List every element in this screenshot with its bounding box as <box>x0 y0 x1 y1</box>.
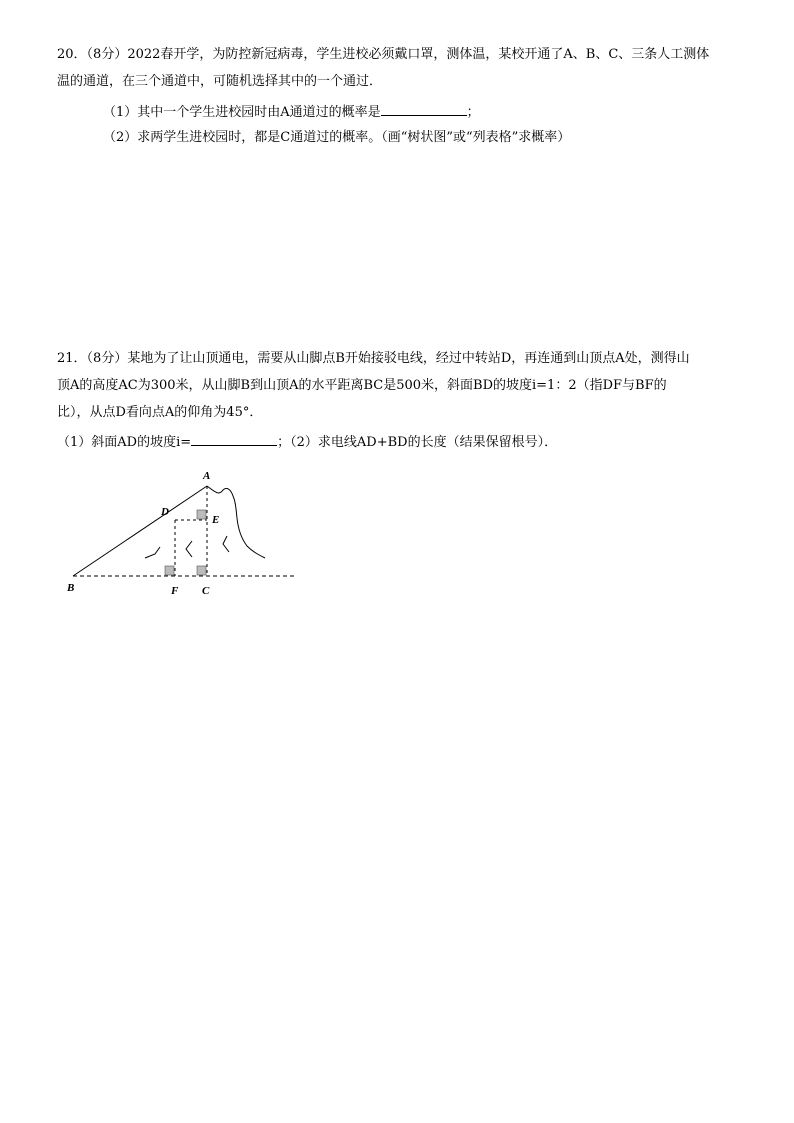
terrain-stroke <box>186 541 192 557</box>
answer-blank <box>381 102 467 116</box>
q20-line-2: 温的通道，在三个通道中，可随机选择其中的一个通过． <box>57 74 383 89</box>
right-angle-e <box>197 510 206 519</box>
q21-line-3: 比），从点D看向点A的仰角为45°． <box>57 405 263 420</box>
label-d: D <box>161 506 169 518</box>
slope-line <box>73 486 207 576</box>
q20-subquestion-1 <box>103 102 480 122</box>
q21-line-2: 顶A的高度AC为300米，从山脚B到山顶A的水平距离BC是500米，斜面BD的坡度i=1：2（指DF与BF的 <box>57 378 667 393</box>
right-angle-c <box>197 566 206 575</box>
label-b: B <box>67 582 75 594</box>
label-e: E <box>212 514 220 526</box>
terrain-stroke <box>145 547 160 558</box>
q20-line-1: 20．（8分）2022春开学，为防控新冠病毒，学生进校必须戴口罩，测体温，某校开通了A、B、C、三条人工测体 <box>57 47 710 62</box>
q20-sub1-end: ； <box>466 105 480 120</box>
label-f: F <box>171 585 179 597</box>
answer-blank <box>191 432 277 446</box>
label-c: C <box>202 585 210 597</box>
q21-subquestions <box>57 432 557 452</box>
q21-sub2-text: ；（2）求电线AD+BD的长度（结果保留根号）． <box>277 435 558 450</box>
terrain-stroke <box>223 536 229 552</box>
label-a: A <box>203 470 211 482</box>
q21-sub1-text: （1）斜面AD的坡度i= <box>57 435 192 450</box>
right-angle-f <box>165 566 174 575</box>
q20-sub1-text: （1）其中一个学生进校园时由A通道过的概率是 <box>103 105 381 120</box>
mountain-figure <box>55 462 305 602</box>
q21-line-1: 21．（8分）某地为了让山顶通电，需要从山脚点B开始接驳电线，经过中转站D，再连通到山顶点A处，测得山 <box>57 351 690 366</box>
q20-subquestion-2: （2）求两学生进校园时，都是C通道过的概率。（画“树状图”或“列表格”求概率） <box>103 130 571 145</box>
